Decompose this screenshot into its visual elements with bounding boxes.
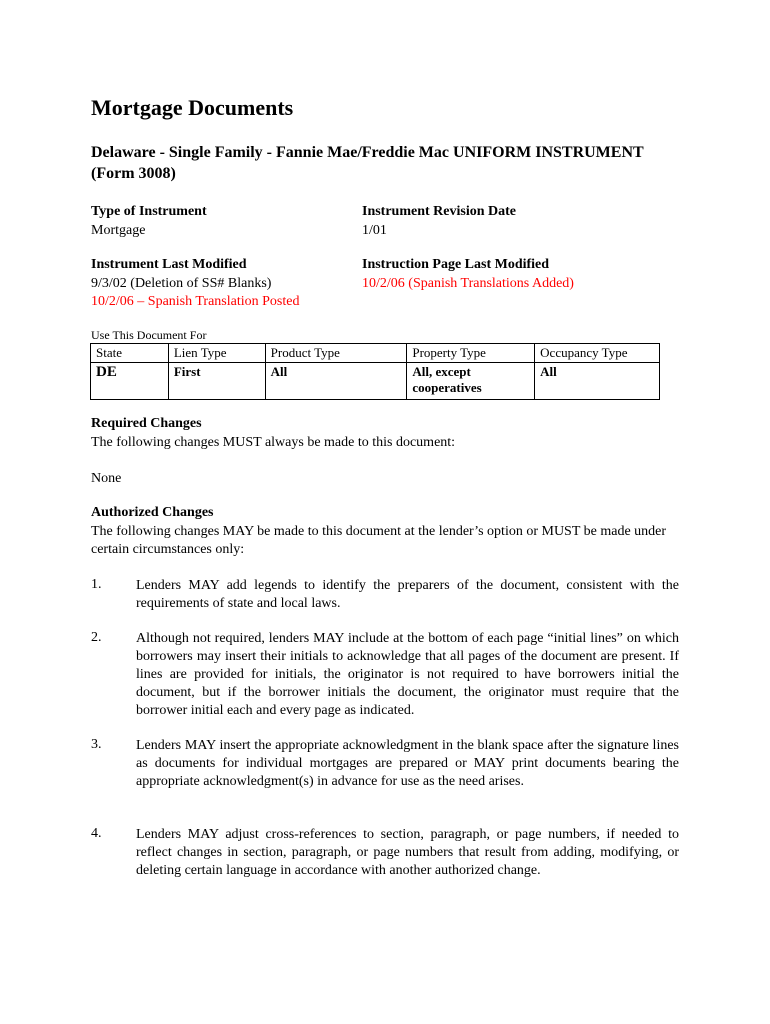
cell-property-type: All, except cooperatives xyxy=(407,363,535,400)
use-for-caption: Use This Document For xyxy=(91,328,207,342)
list-item: Lenders MAY insert the appropriate acknowledgment in the blank space after the signature lines as documents for individual mortgages are prepared or MAY print documents bearing the appropriate acknowledgment(s) in advance for use as the need arises. xyxy=(136,738,679,789)
use-for-table xyxy=(90,343,660,400)
instruction-page-modified-value: 10/2/06 (Spanish Translations Added) xyxy=(362,276,574,291)
instrument-last-modified-line2: 10/2/06 – Spanish Translation Posted xyxy=(91,294,300,309)
list-item-number: 1. xyxy=(91,577,102,592)
list-item: Lenders MAY adjust cross-references to section, paragraph, or page numbers, if needed to reflect changes in section, paragraph, or page numbers that result from adding, modifying, or deleting certain language in accordance with another authorized change. xyxy=(136,827,679,878)
cell-state: DE xyxy=(91,363,169,400)
list-item: Although not required, lenders MAY include at the bottom of each page “initial lines” on which borrowers may insert their initials to acknowledge that all pages of the document are present. If lines are provided for initials, the originator is not required to have borrowers initial the document, but if the borrower initials the document, the originator must require that the borrower initial each and every page as indicated. xyxy=(136,631,679,718)
header-product-type: Product Type xyxy=(265,344,407,363)
revision-date-label: Instrument Revision Date xyxy=(362,204,516,219)
page-title: Mortgage Documents xyxy=(91,95,294,120)
cell-product-type: All xyxy=(265,363,407,400)
table-header-row xyxy=(91,344,660,363)
list-item: Lenders MAY add legends to identify the preparers of the document, consistent with the requirements of state and local laws. xyxy=(136,578,679,611)
authorized-changes-intro: The following changes MAY be made to this document at the lender’s option or MUST be made under certain circumstances only: xyxy=(91,524,667,557)
header-occupancy-type: Occupancy Type xyxy=(535,344,660,363)
required-changes-heading: Required Changes xyxy=(91,416,202,431)
header-lien-type: Lien Type xyxy=(168,344,265,363)
instrument-last-modified-label: Instrument Last Modified xyxy=(91,257,247,272)
header-property-type: Property Type xyxy=(407,344,535,363)
list-item-number: 4. xyxy=(91,826,102,841)
cell-occupancy-type: All xyxy=(535,363,660,400)
instruction-page-modified-label: Instruction Page Last Modified xyxy=(362,257,550,272)
type-of-instrument-value: Mortgage xyxy=(91,223,146,238)
list-item-number: 3. xyxy=(91,737,102,752)
cell-lien-type: First xyxy=(168,363,265,400)
header-state: State xyxy=(91,344,169,363)
instrument-last-modified-line1: 9/3/02 (Deletion of SS# Blanks) xyxy=(91,276,272,291)
authorized-changes-heading: Authorized Changes xyxy=(91,505,214,520)
required-changes-none: None xyxy=(91,471,122,486)
revision-date-value: 1/01 xyxy=(362,223,387,238)
list-item-number: 2. xyxy=(91,630,102,645)
document-subtitle: Delaware - Single Family - Fannie Mae/Freddie Mac UNIFORM INSTRUMENT (Form 3008) xyxy=(91,144,644,182)
table-row xyxy=(91,363,660,400)
required-changes-intro: The following changes MUST always be made to this document: xyxy=(91,435,456,450)
type-of-instrument-label: Type of Instrument xyxy=(91,204,207,219)
